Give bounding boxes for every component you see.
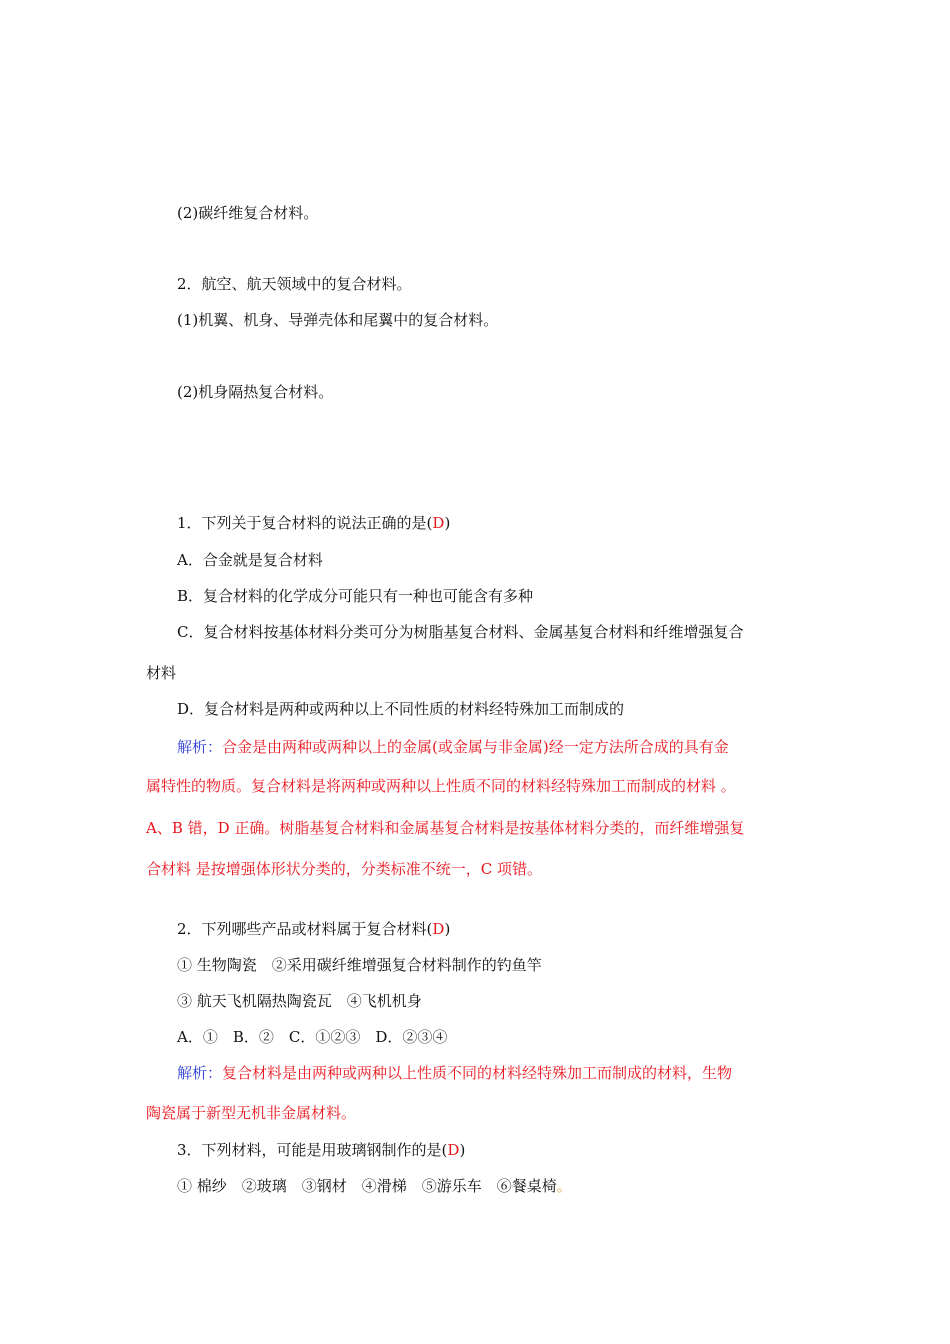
analysis-text: 复合材料是由两种或两种以上性质不同的材料经特殊加工而制成的材料，生物: [222, 1064, 733, 1082]
question-2-line-2: ③ 航天飞机隔热陶瓷瓦 ④飞机机身: [177, 992, 422, 1010]
question-3-stem: [177, 1140, 465, 1160]
question-1-option-b: B．复合材料的化学成分可能只有一种也可能含有多种: [177, 587, 534, 605]
question-2-analysis-line-2: 陶瓷属于新型无机非金属材料。: [146, 1104, 357, 1122]
question-2-analysis-line-1: [177, 1063, 732, 1083]
section-2-heading: 2．航空、航天领域中的复合材料。: [177, 275, 412, 293]
question-2-stem: [177, 919, 450, 939]
intro-item-2-2: (2)碳纤维复合材料。: [177, 204, 319, 222]
question-3-trailing-mark: 。: [556, 1177, 572, 1195]
question-3-answer: D: [447, 1141, 460, 1159]
question-1-close: ): [444, 514, 451, 532]
question-1-analysis-line-4: 合材料 是按增强体形状分类的，分类标准不统一，C 项错。: [146, 860, 543, 878]
intro-item-2-2-a: (2)机身隔热复合材料。: [177, 383, 334, 401]
question-3-close: ): [459, 1141, 466, 1159]
question-2-text: 2．下列哪些产品或材料属于复合材料(: [177, 920, 433, 938]
question-2-line-1: ① 生物陶瓷 ②采用碳纤维增强复合材料制作的钓鱼竿: [177, 956, 542, 974]
question-1-option-a: A．合金就是复合材料: [177, 551, 323, 569]
question-1-option-c-line-1: C．复合材料按基体材料分类可分为树脂基复合材料、金属基复合材料和纤维增强复合: [177, 623, 744, 641]
question-2-close: ): [444, 920, 451, 938]
question-1-analysis-line-1: [177, 737, 729, 757]
question-2-answer: D: [432, 920, 445, 938]
question-1-text: 1．下列关于复合材料的说法正确的是(: [177, 514, 433, 532]
question-3-line-1: [177, 1176, 572, 1196]
question-1-answer: D: [432, 514, 445, 532]
question-1-option-c-line-2: 材料: [146, 664, 177, 682]
analysis-label: 解析：: [177, 738, 223, 756]
intro-item-2-1-a: (1)机翼、机身、导弹壳体和尾翼中的复合材料。: [177, 311, 499, 329]
question-1-stem: [177, 513, 450, 533]
question-1-analysis-line-2: 属特性的物质。复合材料是将两种或两种以上性质不同的材料经特殊加工而制成的材料 。: [146, 777, 736, 795]
question-3-text: 3．下列材料，可能是用玻璃钢制作的是(: [177, 1141, 448, 1159]
question-1-analysis-line-3: A、B 错，D 正确。树脂基复合材料和金属基复合材料是按基体材料分类的，而纤维增强复: [146, 819, 745, 837]
question-2-choices: A．① B．② C．①②③ D．②③④: [177, 1028, 448, 1046]
question-3-items: ① 棉纱 ②玻璃 ③钢材 ④滑梯 ⑤游乐车 ⑥餐桌椅: [177, 1177, 557, 1195]
analysis-text: 合金是由两种或两种以上的金属(或金属与非金属)经一定方法所合成的具有金: [222, 738, 729, 756]
question-1-option-d: D．复合材料是两种或两种以上不同性质的材料经特殊加工而制成的: [177, 700, 625, 718]
analysis-label: 解析：: [177, 1064, 223, 1082]
